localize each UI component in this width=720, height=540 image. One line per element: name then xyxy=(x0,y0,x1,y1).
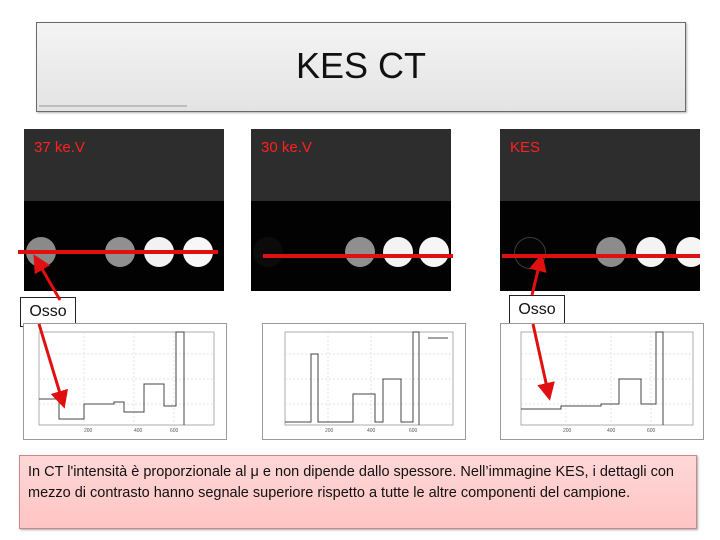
svg-text:400: 400 xyxy=(367,428,376,434)
ct-image-label: KES xyxy=(510,139,541,156)
minus-operator: - xyxy=(227,182,240,224)
svg-text:600: 600 xyxy=(170,428,179,434)
caption-note: In CT l'intensità è proporzionale al μ e non dipende dallo spessore. Nell’immagine KES, i dettagli con mezzo di contrasto hanno segnale superiore rispetto a tutte le altre componenti del campione. xyxy=(19,455,697,529)
svg-text:600: 600 xyxy=(409,428,418,434)
slide-title: KES CT xyxy=(295,45,427,86)
svg-text:400: 400 xyxy=(607,428,616,434)
ct-image-label: 30 ke.V xyxy=(261,139,312,156)
equals-operator: = xyxy=(470,183,493,225)
svg-text:200: 200 xyxy=(325,428,334,434)
svg-text:200: 200 xyxy=(84,428,93,434)
svg-text:200: 200 xyxy=(563,428,572,434)
bone-callout-right: Osso xyxy=(509,295,565,325)
svg-text:400: 400 xyxy=(134,428,143,434)
ct-image-label: 37 ke.V xyxy=(34,139,85,156)
bone-callout-left: Osso xyxy=(20,297,76,327)
svg-text:600: 600 xyxy=(647,428,656,434)
